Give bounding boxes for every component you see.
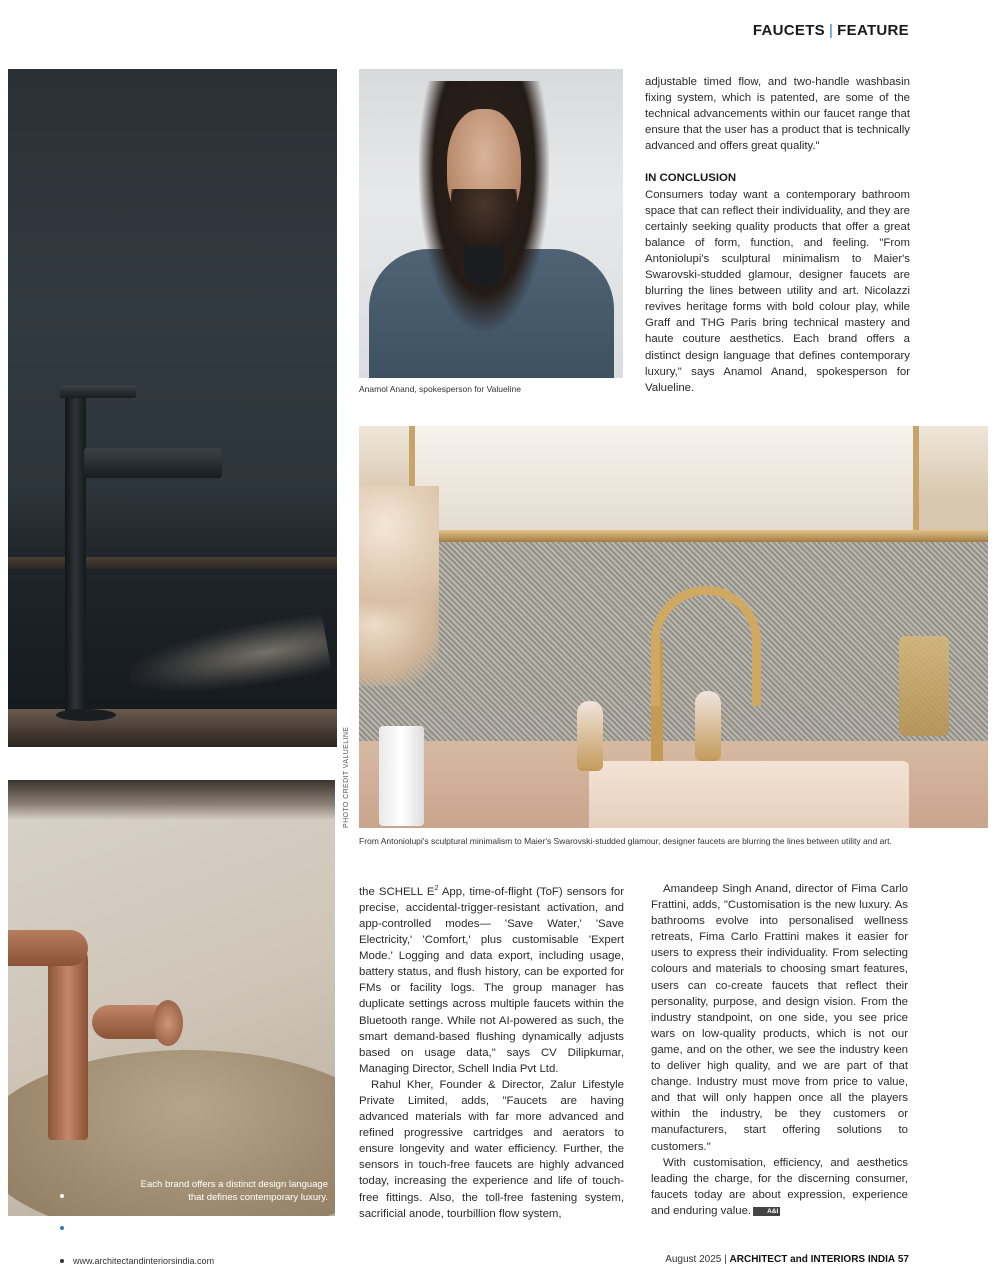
- footer-folio: August 2025 | ARCHITECT and INTERIORS INDIA 57: [665, 1254, 909, 1265]
- section-label: FAUCETS: [752, 22, 825, 39]
- paragraph: adjustable timed flow, and two-handle washbasin fixing system, which is patented, are some of the technical advancements within our faucet range that ensure that the user has a product that is technically advanced and offers great quality.": [645, 76, 910, 153]
- section-heading: IN CONCLUSION: [645, 172, 737, 185]
- footer-url[interactable]: www.architectandinteriorsindia.com: [73, 1256, 215, 1266]
- section-header: [753, 22, 909, 39]
- bath-caption: From Antoniolupi's sculptural minimalism to Maier's Swarovski-studded glamour, designer faucets are blurring the lines between utility and art.: [359, 836, 892, 846]
- paragraph: Amandeep Singh Anand, director of Fima Carlo Frattini, adds, "Customisation is the new luxury. As bathrooms evolve into personalised wellness retreats, Fima Carlo Frattini makes it easier for users to express their individuality. From selecting colours and materials to choosing smart features, users can co-create faucets that reflect their personality, purpose, and design vision. From the industry standpoint, on one side, you see price wars on low-quality products, which is not our game, and on the other, we see the industry keen to deliver high quality, and we are part of that change. Industry must move from price to value, and that will only happen once all the players within the industry, be they customers or manufacturers, start offering solutions to customers.": [651, 883, 908, 1153]
- photo-brass-faucet-bathroom: [359, 426, 988, 828]
- article-column-top: [645, 74, 910, 396]
- photo-credit: PHOTO CREDIT VALUELINE: [343, 726, 350, 828]
- photo-portrait-anamol-anand: [359, 69, 623, 378]
- caption-line: Each brand offers a distinct design language: [140, 1179, 328, 1190]
- issue-date: August 2025: [665, 1254, 722, 1265]
- header-separator: |: [828, 22, 834, 39]
- caption-line: that defines contemporary luxury.: [188, 1191, 328, 1203]
- page-number: 57: [897, 1254, 909, 1265]
- article-column-left: [359, 881, 624, 1222]
- end-mark: A&I: [753, 1207, 780, 1216]
- paragraph: With customisation, efficiency, and aesthetics leading the charge, for the discerning consumer, faucets today are about expression, experience and enduring value. A&I: [651, 1156, 908, 1217]
- paragraph: Consumers today want a contemporary bathroom space that can reflect their individuality, and they are certainly seeking quality products that offer a great balance of form, function, and feeling. "From Antoniolupi's sculptural minimalism to Maier's Swarovski-studded glamour, designer faucets are blurring the lines between utility and art. Nicolazzi revives heritage forms with bold colour play, while Graff and THG Paris bring technical mastery and haute couture aesthetics. Each brand offers a distinct design language that defines contemporary luxury," says Anamol Anand, spokesperson for Valueline.: [645, 188, 910, 394]
- section-sublabel: FEATURE: [837, 22, 909, 39]
- paragraph: the SCHELL $E^2$ App, time-of-flight (ToF) sensors for precise, accidental-trigger-resistant activation, and app-controlled modes— 'Save Water,' 'Save Electricity,' 'Comfort,' plus customisable 'Expert Mode.' Logging and data export, including usage, battery status, and flush history, can be exported for FMs or facility logs. The group manager has duplicate settings across multiple faucets within the Bluetooth range. While not AI-powered as such, the smart demand-based flushing dynamically adjusts based on usage data," says CV Dilipkumar, Managing Director, Schell India Pvt Ltd.: [359, 885, 624, 1075]
- decorative-dot: [60, 1194, 64, 1198]
- photo-black-faucet: [8, 69, 337, 747]
- decorative-dot: [60, 1259, 64, 1263]
- paragraph: Rahul Kher, Founder & Director, Zalur Lifestyle Private Limited, adds, "Faucets are having advanced materials with far more advanced and refined progressive cartridges and aerators to ensure longevity and water efficiency. Further, the sensors in touch-free faucets are highly advanced today, increasing the experience and life of touch-free fittings. Also, the toll-free fastening system, sacrificial anode, tourbillion flow system,: [359, 1078, 624, 1220]
- portrait-caption: Anamol Anand, spokesperson for Valueline: [359, 384, 521, 394]
- article-column-right: [651, 881, 908, 1219]
- magazine-name: ARCHITECT and INTERIORS INDIA: [729, 1254, 896, 1265]
- copper-faucet-caption: [141, 1179, 328, 1204]
- photo-copper-faucet: [8, 780, 335, 1216]
- decorative-dot: [60, 1226, 64, 1230]
